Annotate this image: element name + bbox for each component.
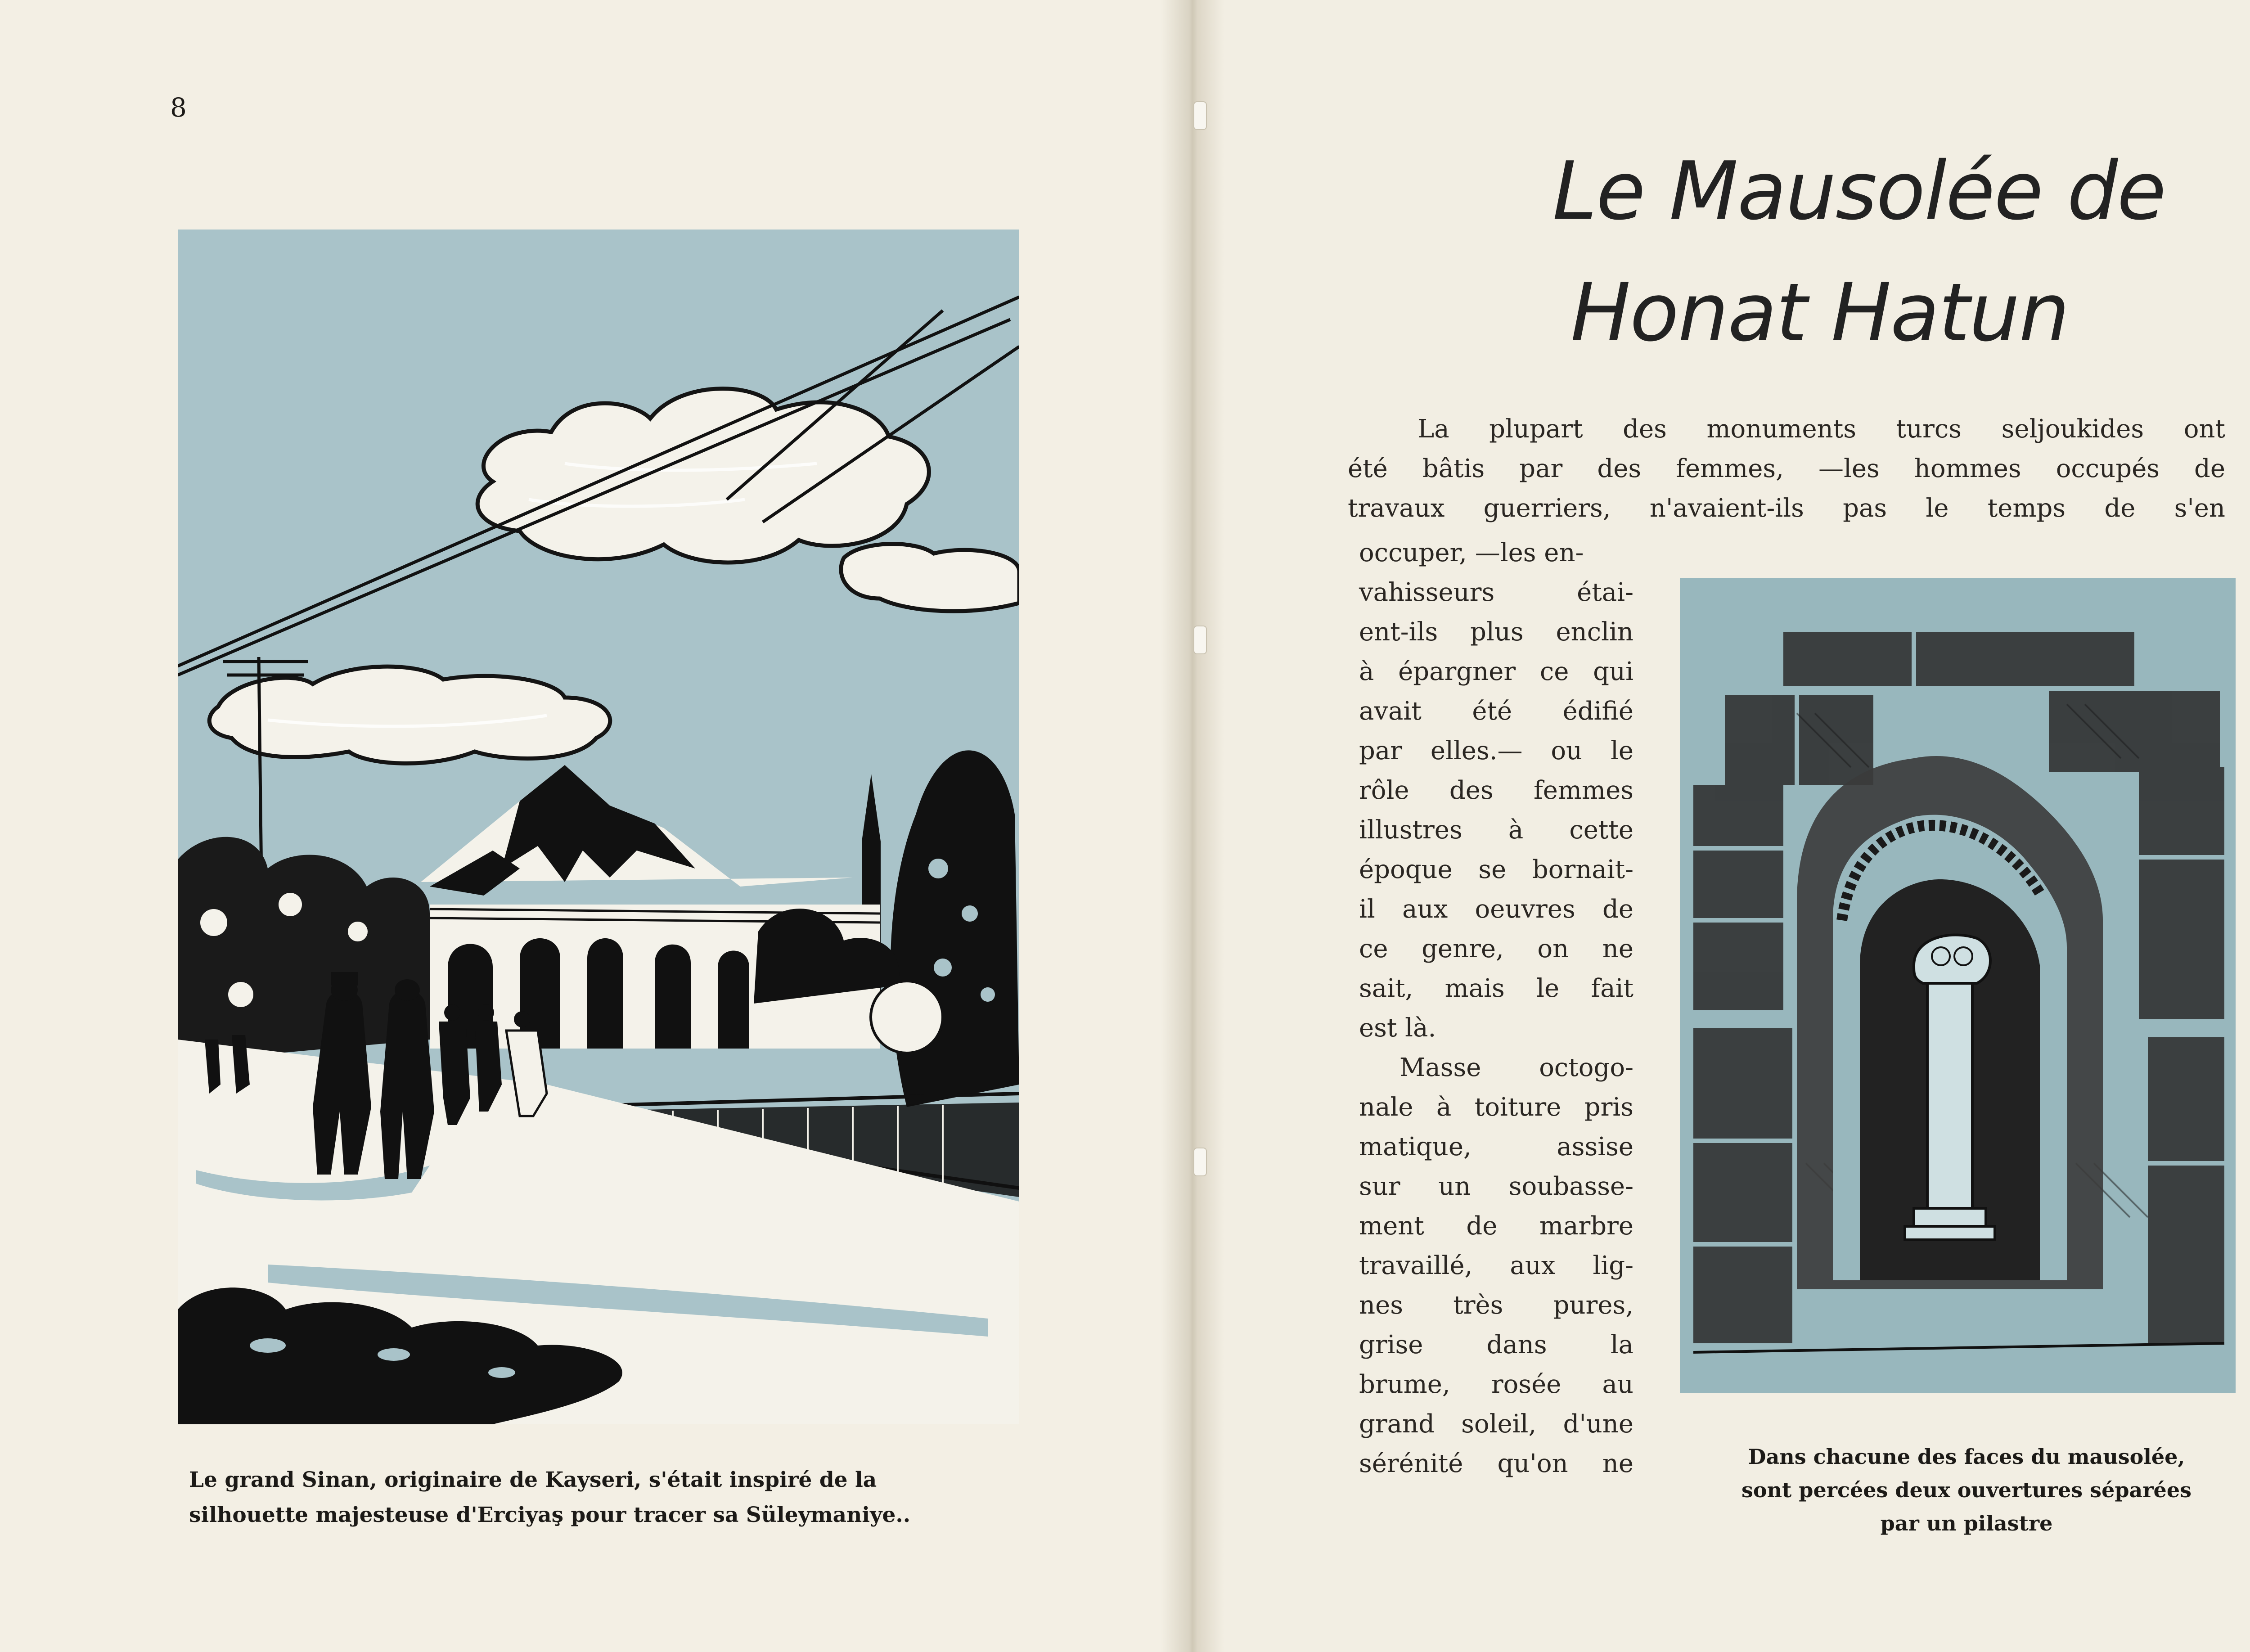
window-illustration <box>1680 578 2236 1393</box>
text-line: illustres à cette <box>1359 815 1634 845</box>
text-line: époque se bornait- <box>1359 855 1634 884</box>
text-line: grand soleil, d'une <box>1359 1409 1634 1439</box>
text-line: grise dans la <box>1359 1330 1634 1359</box>
book-gutter <box>1161 0 1224 1652</box>
page-number: 8 <box>170 92 187 123</box>
chapter-title <box>1552 131 2165 374</box>
text-line: travaillé, aux lig- <box>1359 1251 1634 1280</box>
narrow-text-column <box>1359 533 1634 1484</box>
street-illustration <box>178 230 1019 1424</box>
caption-line: silhouette majesteuse d'Erciyaş pour tracer sa Süleymaniye.. <box>189 1503 911 1527</box>
binding-stitch <box>1193 101 1207 130</box>
text-line: sur un soubasse- <box>1359 1172 1634 1201</box>
text-line: il aux oeuvres de <box>1359 895 1634 924</box>
caption-line: Le grand Sinan, originaire de Kayseri, s'était inspiré de la <box>189 1467 877 1492</box>
binding-stitch <box>1193 1148 1207 1176</box>
right-illustration-caption <box>1685 1440 2248 1540</box>
left-illustration-caption <box>189 1463 1026 1533</box>
text-line: par elles.— ou le <box>1359 736 1634 765</box>
title-line: Le Mausolée de <box>1552 144 2165 238</box>
title-line: Honat Hatun <box>1570 266 2069 359</box>
text-line: matique, assise <box>1359 1132 1634 1161</box>
caption-line: sont percées deux ouvertures séparées <box>1742 1478 2192 1502</box>
text-line: ent-ils plus enclin <box>1359 617 1634 647</box>
text-line: sait, mais le fait <box>1359 974 1634 1003</box>
caption-line: Dans chacune des faces du mausolée, <box>1748 1445 2185 1469</box>
text-line: été bâtis par des femmes, —les hommes occupés de <box>1348 454 2225 483</box>
text-line: travaux guerriers, n'avaient-ils pas le temps de s'en <box>1348 494 2225 523</box>
text-line: est là. <box>1359 1013 1436 1043</box>
binding-stitch <box>1193 626 1207 654</box>
text-line: sérénité qu'on ne <box>1359 1449 1634 1478</box>
text-line: La plupart des monuments turcs seljoukides ont <box>1418 414 2225 444</box>
text-line: nes très pures, <box>1359 1291 1634 1320</box>
text-line: avait été édifié <box>1359 697 1634 726</box>
intro-paragraph <box>1348 410 2225 528</box>
text-line: rôle des femmes <box>1359 776 1634 805</box>
text-line: à épargner ce qui <box>1359 657 1634 686</box>
caption-line: par un pilastre <box>1880 1511 2053 1535</box>
text-line: nale à toiture pris <box>1359 1093 1634 1122</box>
text-line: Masse octogo- <box>1400 1053 1634 1082</box>
text-line: brume, rosée au <box>1359 1370 1634 1399</box>
text-line: occuper, —les en- <box>1359 538 1584 567</box>
text-line: ce genre, on ne <box>1359 934 1634 963</box>
text-line: vahisseurs étai- <box>1359 578 1634 607</box>
text-line: ment de marbre <box>1359 1211 1634 1241</box>
